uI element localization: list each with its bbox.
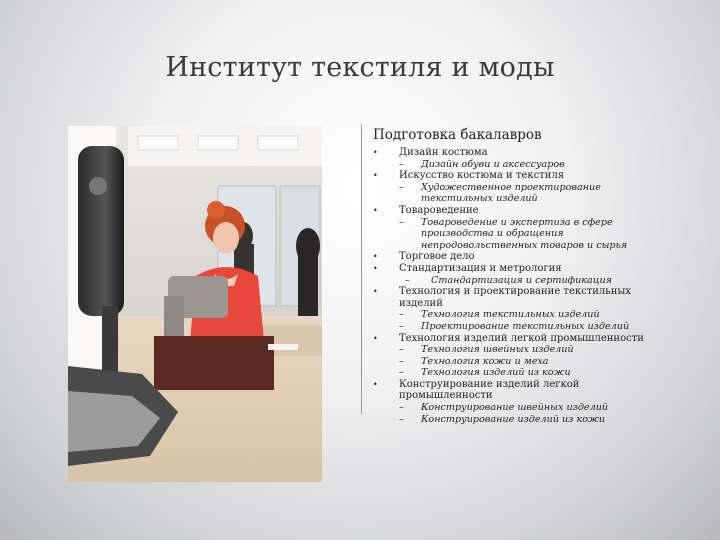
item-text: Конструирование изделий легкой промышленности xyxy=(399,378,580,402)
dash-icon: – xyxy=(399,367,404,379)
item-text: Технология изделий легкой промышленности xyxy=(399,332,644,344)
list-item xyxy=(373,251,673,263)
item-text: Технология и проектирование текстильных изделий xyxy=(399,286,631,309)
dash-icon: – xyxy=(399,344,404,356)
sub-text: Технология кожи и меха xyxy=(421,355,549,367)
item-text: Товароведение xyxy=(399,204,479,216)
list-item xyxy=(373,333,673,345)
list-item xyxy=(373,147,673,159)
sub-text: Технология текстильных изделий xyxy=(421,309,600,321)
sub-item xyxy=(373,321,673,333)
sub-text: Технология изделий из кожи xyxy=(421,367,571,379)
bullet-icon: • xyxy=(373,333,378,343)
slide-title: Институт текстиля и моды xyxy=(165,52,555,83)
dash-icon: – xyxy=(399,355,404,367)
program-heading: Подготовка бакалавров xyxy=(373,127,542,143)
vertical-divider xyxy=(361,124,362,414)
item-text: Стандартизация и метрология xyxy=(399,262,562,274)
sub-item xyxy=(373,344,673,356)
dash-icon: – xyxy=(399,402,404,414)
sub-text: Проектирование текстильных изделий xyxy=(421,320,630,332)
dash-icon: – xyxy=(399,320,404,332)
sub-text: Технология швейных изделий xyxy=(421,344,574,356)
sewing-workshop-photo xyxy=(68,126,322,482)
bullet-icon: • xyxy=(373,287,378,297)
dash-icon: – xyxy=(399,158,404,170)
sub-item xyxy=(373,217,673,252)
dash-icon: – xyxy=(399,309,404,321)
bullet-icon: • xyxy=(373,379,378,389)
sub-text: Стандартизация и сертификация xyxy=(431,274,612,286)
sub-item xyxy=(373,182,673,205)
item-text: Торговое дело xyxy=(399,251,475,263)
bullet-icon: • xyxy=(373,205,378,215)
sub-item xyxy=(373,402,673,414)
bullet-icon: • xyxy=(373,252,378,262)
sub-item xyxy=(373,356,673,368)
item-text: Искусство костюма и текстиля xyxy=(399,170,565,182)
dash-icon: – xyxy=(399,216,404,228)
sub-text: Дизайн обуви и аксессуаров xyxy=(421,158,565,170)
sub-item xyxy=(373,159,673,171)
dash-icon: – xyxy=(399,413,404,425)
list-item xyxy=(373,263,673,275)
program-list xyxy=(373,127,673,425)
sub-item xyxy=(373,275,673,287)
sub-text: Конструирование изделий из кожи xyxy=(421,413,606,425)
item-text: Дизайн костюма xyxy=(399,147,488,158)
list-item xyxy=(373,205,673,217)
bullet-icon: • xyxy=(373,171,378,181)
dash-icon: – xyxy=(399,181,404,193)
list-item xyxy=(373,286,673,309)
list-item xyxy=(373,170,673,182)
list-item xyxy=(373,379,673,402)
sub-text: Художественное проектирование текстильных изделий xyxy=(421,181,601,205)
sub-item xyxy=(373,309,673,321)
sub-item xyxy=(373,414,673,426)
sub-text: Товароведение и экспертиза в сфере производства и обращения непродовольственных товаров и сырья xyxy=(421,216,628,251)
bullet-icon: • xyxy=(373,148,378,157)
bullet-icon: • xyxy=(373,263,378,273)
dash-icon: – xyxy=(405,274,410,286)
sub-item xyxy=(373,367,673,379)
sub-text: Конструирование швейных изделий xyxy=(421,402,609,414)
